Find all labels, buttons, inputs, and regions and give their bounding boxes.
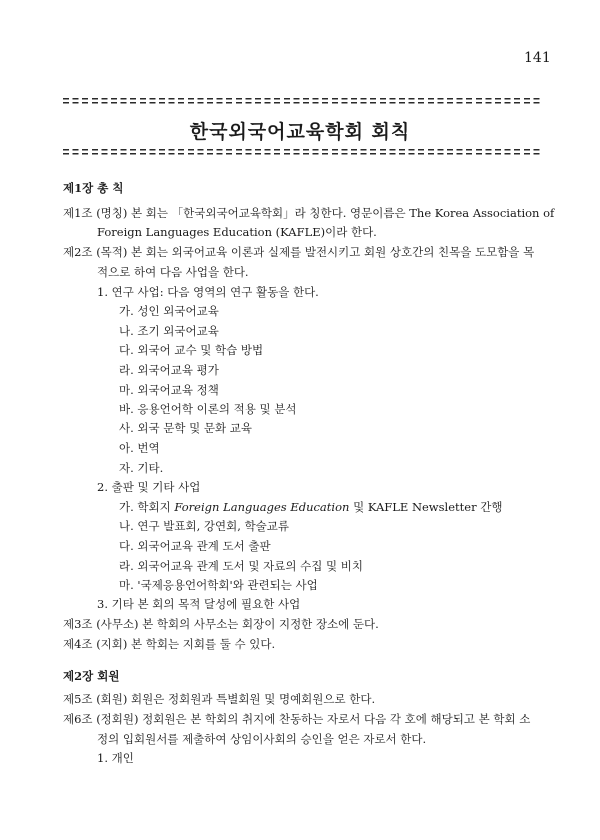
research-item-heading: 1. 연구 사업: 다음 영역의 연구 활동을 한다. — [97, 285, 319, 299]
article-2-line-1: 제2조 (목적) 본 회는 외국어교육 이론과 실제를 발전시키고 회원 상호간의 친목을 도모함을 목 — [63, 245, 535, 259]
research-subitem: 마. 외국어교육 정책 — [119, 383, 219, 397]
other-item: 3. 기타 본 회의 목적 달성에 필요한 사업 — [97, 597, 301, 611]
research-subitem: 사. 외국 문학 및 문화 교육 — [119, 421, 253, 435]
article-1-line-2: Foreign Languages Education (KAFLE)이라 한다. — [97, 225, 377, 239]
research-subitem: 라. 외국어교육 평가 — [119, 363, 219, 377]
research-subitem: 나. 조기 외국어교육 — [119, 324, 219, 338]
top-double-rule — [63, 98, 541, 104]
article-4: 제4조 (지회) 본 학회는 지회를 둘 수 있다. — [63, 637, 276, 651]
publication-subitem: 마. '국제응용언어학회'와 관련되는 사업 — [119, 578, 318, 592]
chapter-2-heading: 제2장 회원 — [63, 669, 120, 683]
journal-title: Foreign Languages Education — [174, 500, 350, 514]
article-5: 제5조 (회원) 회원은 정회원과 특별회원 및 명예회원으로 한다. — [63, 692, 376, 706]
publication-item-heading: 2. 출판 및 기타 사업 — [97, 480, 201, 494]
research-subitem: 가. 성인 외국어교육 — [119, 304, 219, 318]
chapter-1-heading: 제1장 총 칙 — [63, 181, 124, 195]
journal-suffix: 및 KAFLE Newsletter 간행 — [349, 500, 503, 514]
article-6-line-1: 제6조 (정회원) 정회원은 본 학회의 취지에 찬동하는 자로서 다음 각 호에 해당되고 본 학회 소 — [63, 712, 531, 726]
article-3: 제3조 (사무소) 본 학회의 사무소는 회장이 지정한 장소에 둔다. — [63, 617, 379, 631]
research-subitem: 자. 기타. — [119, 461, 164, 475]
bottom-double-rule — [63, 149, 541, 155]
research-subitem: 아. 번역 — [119, 441, 160, 455]
page-number: 141 — [524, 50, 551, 66]
research-subitem: 다. 외국어 교수 및 학습 방법 — [119, 343, 264, 357]
publication-subitem: 나. 연구 발표회, 강연회, 학술교류 — [119, 519, 290, 533]
publication-subitem: 다. 외국어교육 관계 도서 출판 — [119, 539, 271, 553]
publication-subitem-journal — [119, 500, 502, 514]
publication-subitem: 라. 외국어교육 관계 도서 및 자료의 수집 및 비치 — [119, 559, 363, 573]
research-subitem: 바. 응용언어학 이론의 적용 및 분석 — [119, 402, 297, 416]
journal-prefix: 가. 학회지 — [119, 500, 175, 514]
article-1-line-1: 제1조 (명칭) 본 회는 「한국외국어교육학회」라 칭한다. 영문이름은 The Korea Association of — [63, 206, 555, 220]
document-title: 한국외국어교육학회 회칙 — [189, 121, 411, 143]
member-item-1: 1. 개인 — [97, 751, 134, 765]
article-2-line-2: 적으로 하여 다음 사업을 한다. — [97, 265, 249, 279]
article-6-line-2: 정의 입회원서를 제출하여 상임이사회의 승인을 얻은 자로서 한다. — [97, 732, 427, 746]
